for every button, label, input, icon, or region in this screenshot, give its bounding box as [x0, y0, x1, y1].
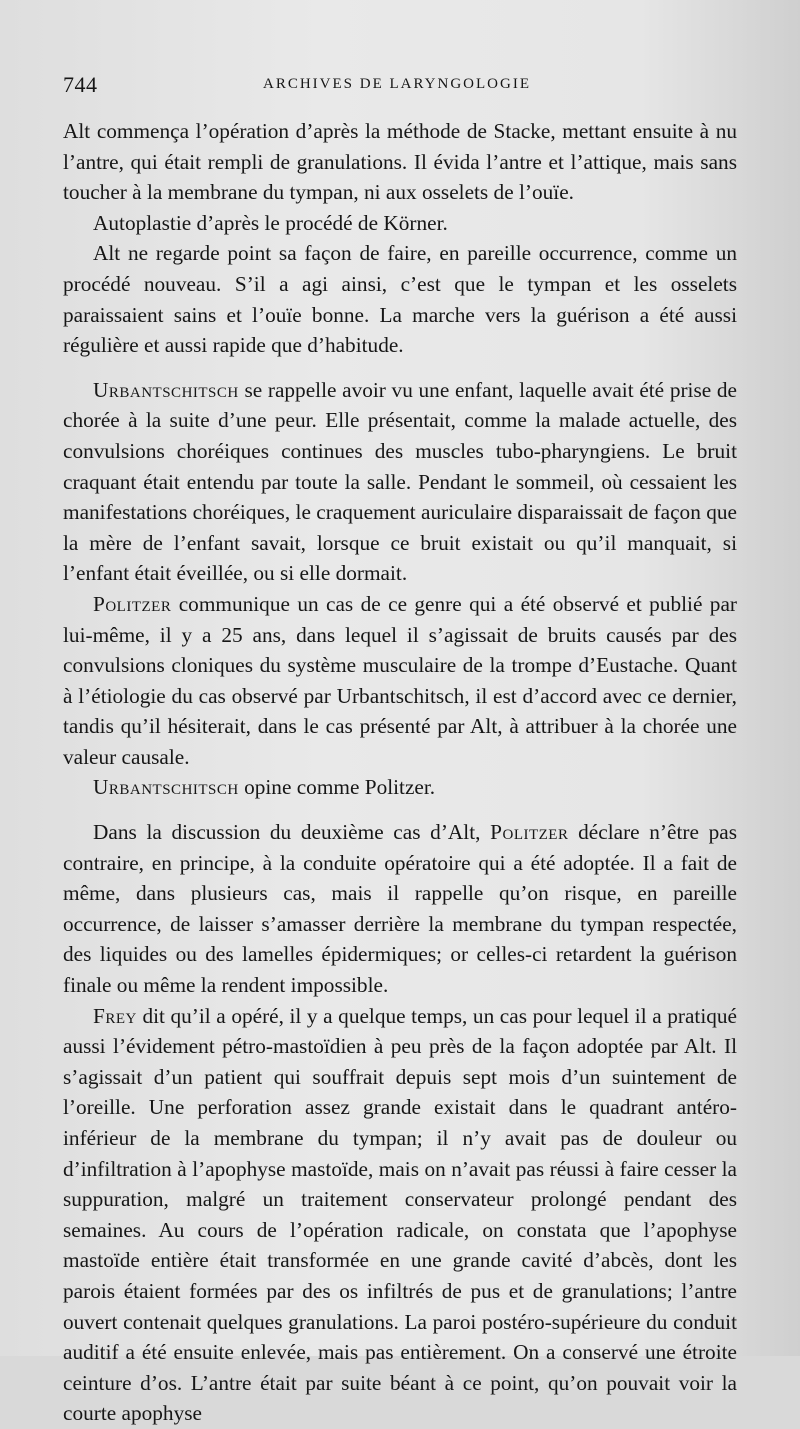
- paragraph-text: Dans la discussion du deuxième cas d’Alt,: [93, 820, 481, 845]
- paragraph-text: communique un cas de ce genre qui a été observé et publié par lui-même, il y a 25 ans, dans lequel il s’agissait de bruits causés par des convulsions cloniques du système musculaire de la trompe d’Eustache. Quant à l’étiologie du cas observé par Urbantschitsch, il est d’accord avec ce dernier, tandis qu’il hésiterait, dans le cas présenté par Alt, à attribuer à la chorée une valeur causale.: [63, 591, 738, 769]
- running-title: ARCHIVES DE LARYNGOLOGIE: [263, 76, 531, 92]
- paragraph-text: se rappelle avoir vu une enfant, laquelle avait été prise de chorée à la suite d’une peur. Elle présentait, comme la malade actuelle, des convulsions choréiques continues des muscles tubo-pharyngiens. Le bruit craquant était entendu par toute la salle. Pendant le sommeil, où cessaient les manifestations choréiques, le craquement auriculaire disparaissait de façon que la mère de l’enfant savait, lorsque ce bruit existait ou qu’il manquait, si l’enfant était éveillée, ou si elle dormait.: [63, 377, 737, 586]
- paragraph-4: [63, 375, 737, 589]
- paragraph-2: [63, 208, 737, 239]
- speaker-name: Politzer: [93, 591, 172, 616]
- paragraph-7: [63, 817, 737, 1001]
- speaker-name: Urbantschitsch: [93, 377, 239, 402]
- page-number: 744: [63, 72, 98, 97]
- speaker-name: Frey: [93, 1003, 137, 1028]
- speaker-name: Politzer: [490, 820, 569, 845]
- paragraph-text: Autoplastie d’après le procédé de Körner.: [93, 210, 448, 235]
- page-header: [63, 72, 740, 102]
- paragraph-1: [63, 116, 737, 208]
- paragraph-text: dit qu’il a opéré, il y a quelque temps, un cas pour lequel il a pratiqué aussi l’évidement pétro-mastoïdien à peu près de la façon adoptée par Alt. Il s’agissait d’un patient qui souffrait depuis sept mois d’un suintement de l’oreille. Une perforation assez grande existait dans le quadrant antéro-inférieur de la membrane du tympan; il n’y avait pas de douleur ou d’infiltration à l’apophyse mastoïde, mais on n’avait pas réussi à faire cesser la suppuration, malgré un traitement conservateur prolongé pendant des semaines. Au cours de l’opération radicale, on constata que l’apophyse mastoïde entière était transformée en une grande cavité d’abcès, dont les parois étaient formées par des os infiltrés de pus et de granulations; l’antre ouvert contenait quelques granulations. La paroi postéro-supérieure du conduit auditif a été ensuite enlevée, mais pas entièrement. On a conservé une étroite ceinture d’os. L’antre était par suite béant à ce point, qu’on pouvait voir la courte apophyse: [63, 1003, 737, 1426]
- paragraph-text: Alt ne regarde point sa façon de faire, en pareille occurrence, comme un procédé nouveau. S’il a agi ainsi, c’est que le tympan et les osselets paraissaient sains et l’ouïe bonne. La marche vers la guérison a été aussi régulière et aussi rapide que d’habitude.: [63, 241, 737, 358]
- page-body: [63, 116, 737, 1429]
- paragraph-5: [63, 589, 737, 773]
- speaker-name: Urbantschitsch: [93, 775, 239, 800]
- paragraph-text-after: déclare n’être pas contraire, en principe, à la conduite opératoire qui a été adoptée. Il a fait de même, dans plusieurs cas, mais il rappelle qu’on risque, en pareille occurrence, de laisser s’amasser derrière la membrane du tympan respectée, des liquides ou des lamelles épidermiques; or celles-ci retardent la guérison finale ou même la rendent impossible.: [63, 820, 737, 998]
- paragraph-text: opine comme Politzer.: [244, 775, 436, 800]
- paragraph-3: [63, 238, 737, 360]
- paragraph-text: Alt commença l’opération d’après la méthode de Stacke, mettant ensuite à nu l’antre, qui était rempli de granulations. Il évida l’antre et l’attique, mais sans toucher à la membrane du tympan, ni aux osselets de l’ouïe.: [63, 119, 737, 205]
- paragraph-6: [63, 772, 737, 803]
- paragraph-8: [63, 1001, 737, 1429]
